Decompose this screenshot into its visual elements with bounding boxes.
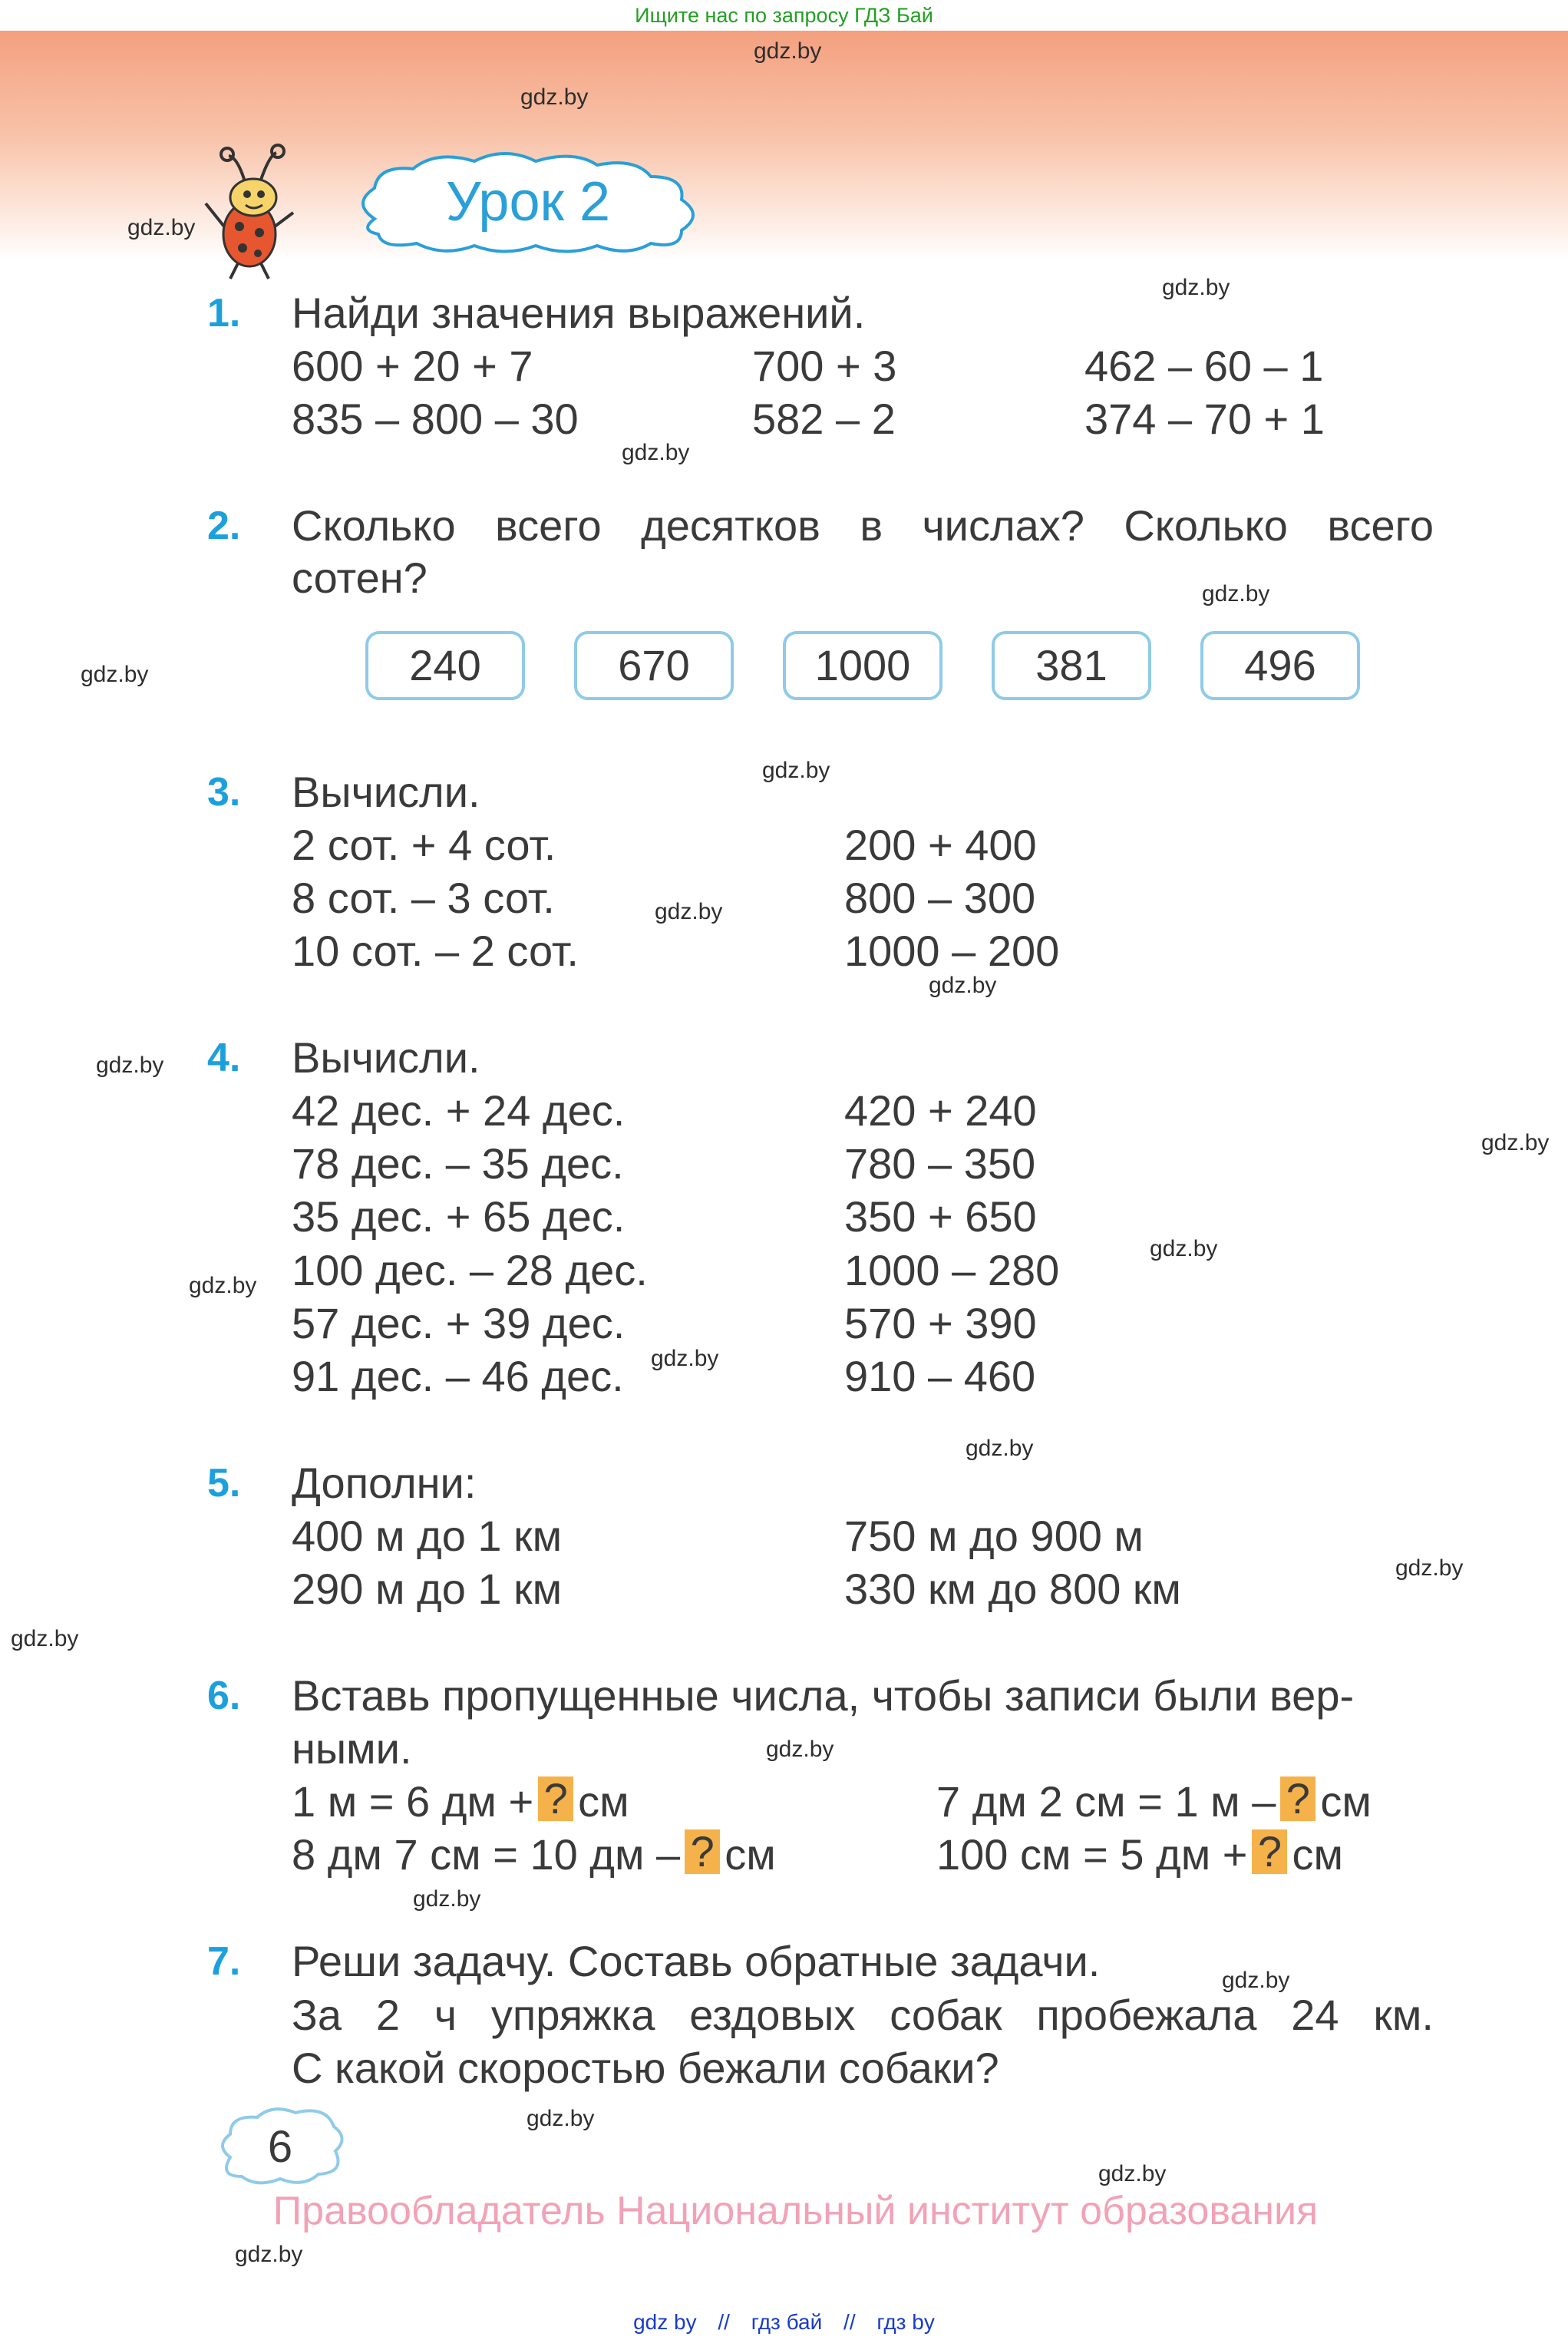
watermark: gdz.by [754,38,822,64]
task-6-equation [292,1775,629,1829]
number-box: 240 [365,631,525,700]
task-6-equation [936,1775,1372,1829]
task-2-question-line2: сотен? [292,554,427,602]
word: всего [495,501,602,550]
task-7-number: 7. [207,1939,241,1984]
number-box: 1000 [783,631,942,700]
word: пробежала [1036,1991,1257,2039]
number-box: 496 [1200,631,1360,700]
word: ч [434,1991,457,2039]
watermark: gdz.by [655,899,723,924]
watermark: gdz.by [1162,275,1230,300]
task-3-expr: 200 + 400 [844,821,1037,869]
watermark: gdz.by [81,662,149,687]
task-3-number: 3. [207,770,241,815]
footer-link[interactable]: гдз бай [751,2310,823,2334]
watermark: gdz.by [1222,1968,1290,1993]
word: упряжка [490,1991,655,2039]
watermark: gdz.by [622,440,690,465]
word: Сколько [1124,501,1288,550]
word: в [860,501,883,550]
watermark: gdz.by [929,973,997,998]
number-box: 670 [574,631,734,700]
task-2-number: 2. [207,504,241,548]
task-4-expr: 420 + 240 [844,1086,1037,1135]
task-7-problem-line [292,1988,1434,2042]
word: числах? [922,501,1084,550]
task-1-expr: 600 + 20 + 7 [292,342,533,390]
task-6-equation [936,1828,1343,1882]
task-4-title: Вычисли. [292,1033,480,1082]
task-6-number: 6. [207,1674,241,1718]
task-4-expr: 57 дес. + 39 дес. [292,1299,626,1347]
task-4-number: 4. [207,1036,241,1080]
number-box: 381 [992,631,1151,700]
task-4-expr: 100 дес. – 28 дес. [292,1246,648,1294]
task-5-title: Дополни: [292,1459,477,1507]
task-3-expr: 8 сот. – 3 сот. [292,874,555,922]
word: всего [1327,501,1434,550]
search-banner[interactable]: Ищите нас по запросу ГДЗ Бай [635,4,933,27]
task-1-number: 1. [207,291,241,335]
word: Сколько [292,501,456,550]
word: За [292,1991,342,2039]
blank-placeholder[interactable]: ? [685,1829,720,1874]
watermark: gdz.by [1202,581,1270,606]
footer-separator: // [843,2310,856,2334]
watermark: gdz.by [651,1346,719,1371]
watermark: gdz.by [1481,1130,1550,1155]
task-4-expr: 35 дес. + 65 дес. [292,1192,626,1241]
task-1-expr: 700 + 3 [752,342,897,390]
equation-text: 8 дм 7 см = 10 дм – [292,1830,681,1879]
lesson-title: Урок 2 [445,171,611,233]
watermark: gdz.by [11,1626,79,1651]
task-6-instruction-line2: ными. [292,1724,412,1773]
watermark: gdz.by [1395,1555,1464,1581]
task-1-expr: 462 – 60 – 1 [1084,342,1324,390]
task-6-equation [292,1828,776,1882]
task-5-expr: 330 км до 800 км [844,1565,1181,1613]
copyright-notice: Правообладатель Национальный институт образования [272,2189,1319,2233]
watermark: gdz.by [766,1737,834,1762]
task-3-expr: 1000 – 200 [844,927,1060,975]
task-1-expr: 835 – 800 – 30 [292,395,579,443]
task-7-question: С какой скоростью бежали собаки? [292,2044,999,2092]
task-3-expr: 10 сот. – 2 сот. [292,927,579,975]
blank-placeholder[interactable]: ? [1280,1776,1315,1821]
watermark: gdz.by [762,758,830,783]
task-4-expr: 910 – 460 [844,1352,1036,1400]
task-3-expr: 800 – 300 [844,874,1036,922]
equation-text: см [1320,1777,1372,1826]
watermark: gdz.by [527,2106,595,2131]
task-5-number: 5. [207,1461,241,1505]
blank-placeholder[interactable]: ? [538,1776,573,1821]
word: км. [1373,1991,1434,2039]
watermark: gdz.by [1150,1236,1218,1261]
task-4-expr: 91 дес. – 46 дес. [292,1352,624,1400]
task-1-expr: 582 – 2 [752,395,896,443]
task-4-expr: 42 дес. + 24 дес. [292,1086,626,1135]
task-4-expr: 78 дес. – 35 дес. [292,1139,624,1188]
task-4-expr: 780 – 350 [844,1139,1036,1188]
task-2-question-line [292,499,1434,553]
footer-link[interactable]: gdz by [633,2310,697,2334]
footer-links [0,2307,1568,2338]
task-6-instruction: Вставь пропущенные числа, чтобы записи были вер- [292,1671,1355,1720]
task-7-title: Реши задачу. Составь обратные задачи. [292,1937,1101,1985]
task-4-expr: 570 + 390 [844,1299,1037,1347]
blank-placeholder[interactable]: ? [1252,1829,1287,1874]
task-1-expr: 374 – 70 + 1 [1084,395,1325,443]
task-3-title: Вычисли. [292,768,480,816]
word: 24 [1291,1991,1339,2039]
word: 2 [375,1991,400,2039]
footer-link[interactable]: гдз by [876,2310,935,2334]
word: десятков [641,501,820,550]
task-5-expr: 400 м до 1 км [292,1512,563,1560]
task-5-expr: 290 м до 1 км [292,1565,563,1613]
equation-text: см [1292,1830,1343,1879]
watermark: gdz.by [1098,2161,1167,2186]
equation-text: см [578,1777,629,1826]
equation-text: 7 дм 2 см = 1 м – [936,1777,1276,1826]
equation-text: 1 м = 6 дм + [292,1777,534,1826]
task-1-title: Найди значения выражений. [292,289,866,337]
task-4-expr: 350 + 650 [844,1192,1037,1241]
word: собак [890,1991,1002,2039]
task-5-expr: 750 м до 900 м [844,1512,1144,1560]
word: ездовых [689,1991,856,2039]
watermark: gdz.by [96,1053,164,1078]
task-4-expr: 1000 – 280 [844,1246,1060,1294]
footer-separator: // [718,2310,730,2334]
page-number: 6 [267,2122,293,2172]
watermark: gdz.by [127,215,196,240]
watermark: gdz.by [235,2242,303,2267]
equation-text: см [725,1830,776,1879]
equation-text: 100 см = 5 дм + [936,1830,1248,1879]
watermark: gdz.by [413,1886,481,1912]
ladybug-mascot-icon [192,142,307,280]
watermark: gdz.by [966,1436,1034,1461]
watermark: gdz.by [189,1273,257,1298]
watermark: gdz.by [520,84,589,110]
task-3-expr: 2 сот. + 4 сот. [292,821,556,869]
